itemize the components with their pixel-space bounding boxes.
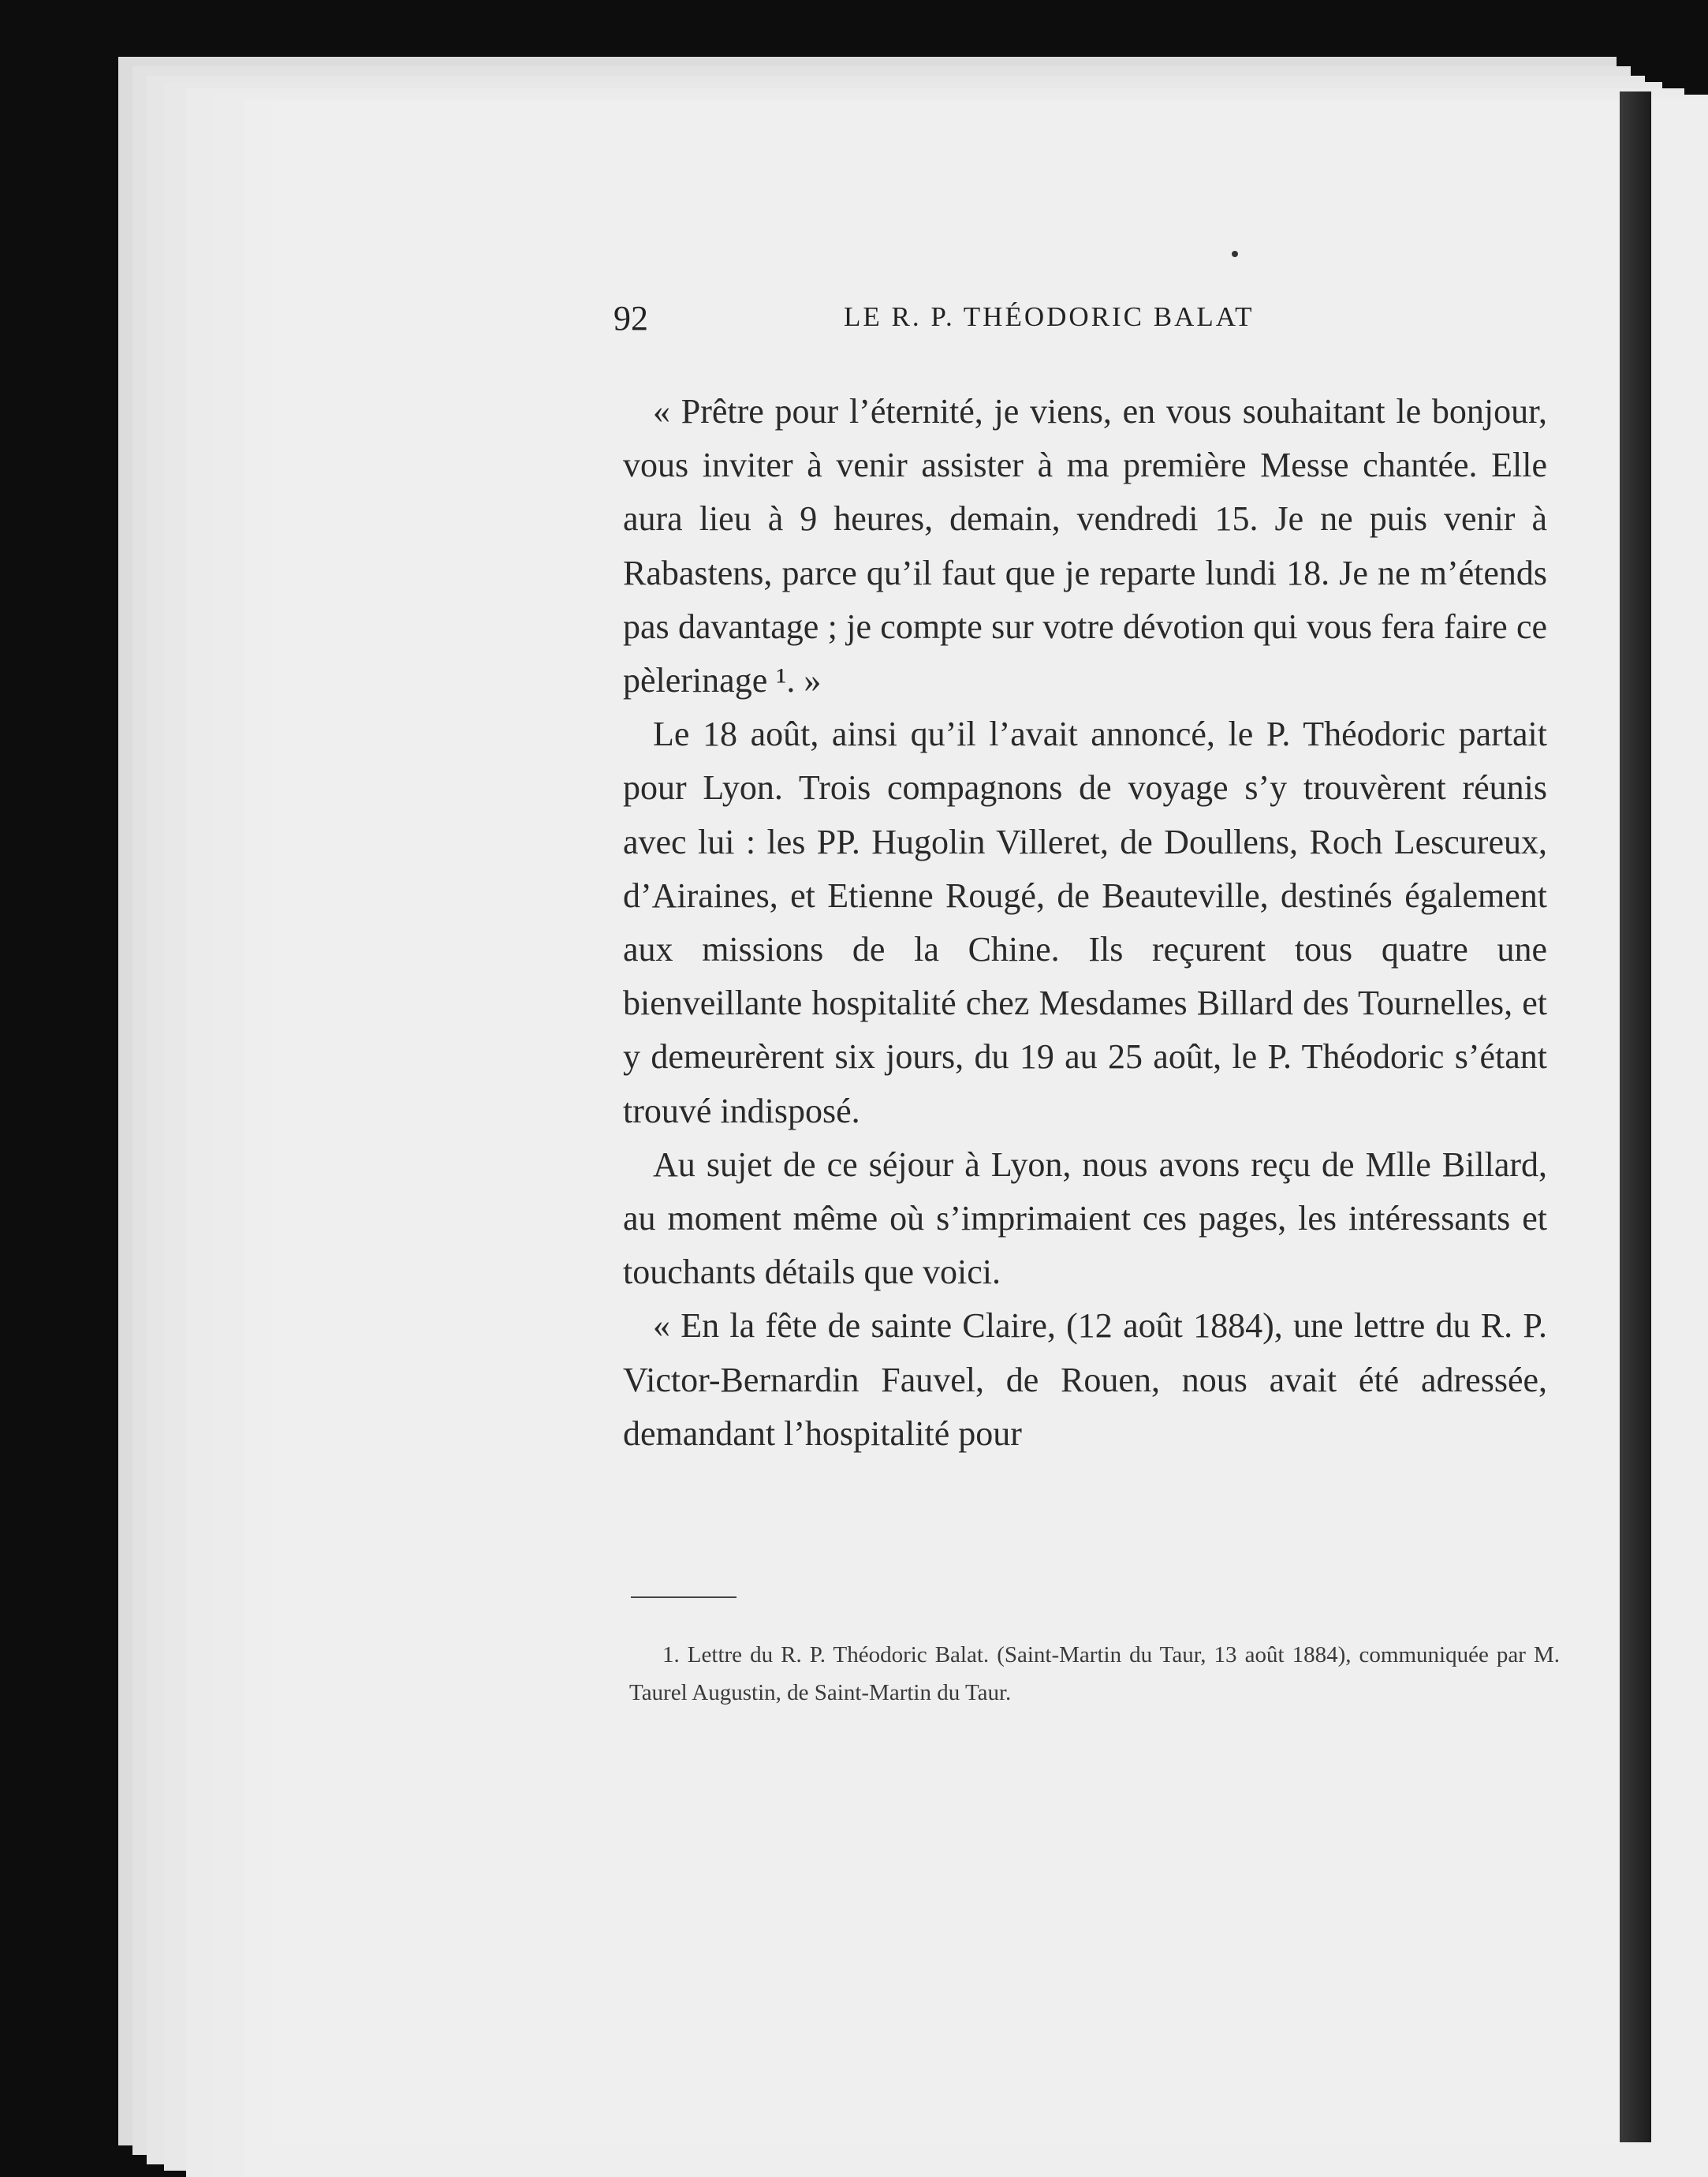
running-head: [613, 298, 1544, 345]
paragraph: Le 18 août, ainsi qu’il l’avait annoncé, le P. Théodoric partait pour Lyon. Trois compagnons de voyage s’y trouvèrent réunis avec lui : les PP. Hugolin Villeret, de Doullens, Roch Lescureux, d’Airaines, et Etienne Rougé, de Beauteville, destinés également aux missions de la Chine. Ils reçurent tous quatre une bienveillante hospitalité chez Mesdames Billard des Tournelles, et y demeurèrent six jours, du 19 au 25 août, le P. Théodoric s’étant trouvé indisposé.: [623, 715, 1547, 1130]
footnote: 1. Lettre du R. P. Théodoric Balat. (Saint-Martin du Taur, 13 août 1884), communiquée par M. Taurel Augustin, de Saint-Martin du Taur.: [629, 1642, 1560, 1705]
page-number: 92: [613, 299, 648, 338]
running-title: LE R. P. THÉODORIC BALAT: [844, 301, 1255, 332]
paragraph: « Prêtre pour l’éternité, je viens, en vous souhaitant le bonjour, vous inviter à venir assister à ma première Messe chantée. Elle aura lieu à 9 heures, demain, vendredi 15. Je ne puis venir à Rabastens, parce qu’il faut que je reparte lundi 18. Je ne m’étends pas davantage ; je compte sur votre dévotion qui vous fera faire ce pèlerinage ¹. »: [623, 392, 1547, 700]
body-text: [623, 385, 1547, 1461]
footnote-rule: [631, 1596, 737, 1598]
paragraph: « En la fête de sainte Claire, (12 août 1884), une lettre du R. P. Victor-Bernardin Fauvel, de Rouen, nous avait été adressée, demandant l’hospitalité pour: [623, 1306, 1547, 1453]
paragraph: Au sujet de ce séjour à Lyon, nous avons reçu de Mlle Billard, au moment même où s’imprimaient ces pages, les intéressants et touchants détails que voici.: [623, 1145, 1547, 1292]
ink-speck: [1232, 251, 1238, 257]
book-spine-shadow: [1620, 91, 1651, 2142]
